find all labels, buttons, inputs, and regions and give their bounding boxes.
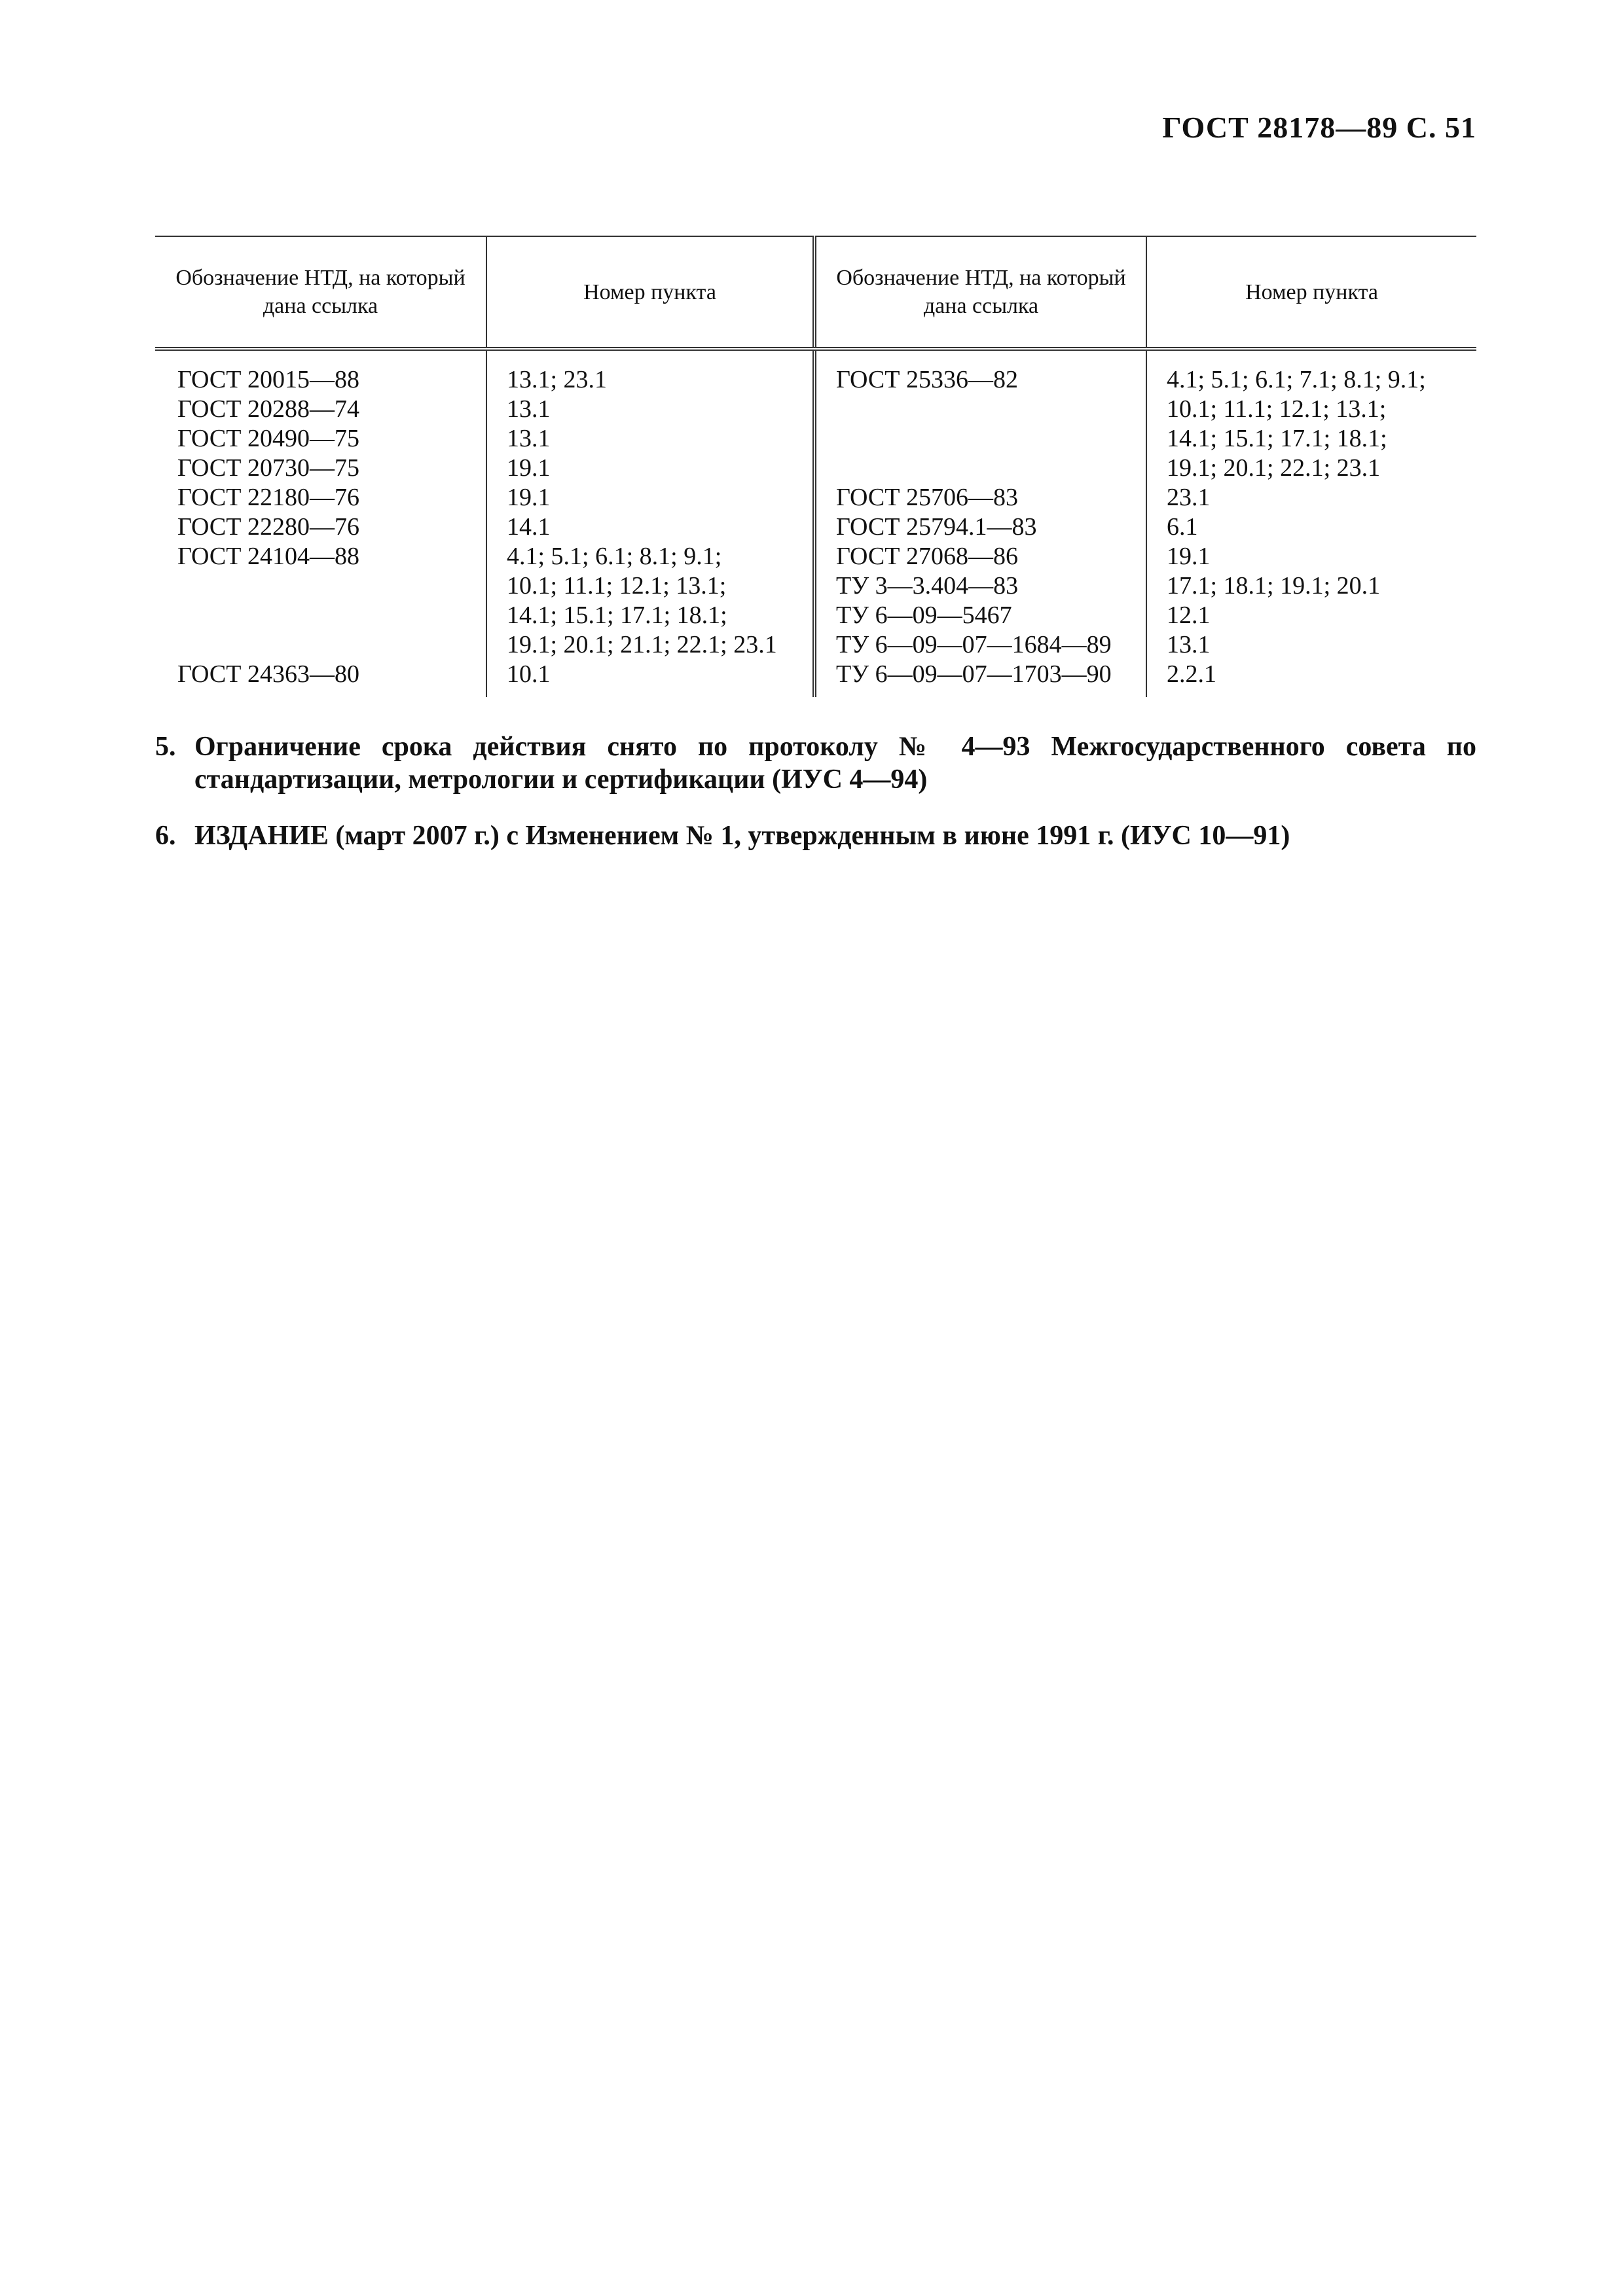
document-cell: ГОСТ 22180—76 — [177, 484, 359, 511]
note-number: 6. — [155, 821, 176, 851]
clause-cell: 10.1; 11.1; 12.1; 13.1; — [486, 571, 814, 601]
note-number: 5. — [155, 732, 176, 762]
column-header-document-designation: Обозначение НТД, на который дана ссылка — [155, 236, 486, 349]
document-cell: ГОСТ 20288—74 — [177, 395, 359, 423]
document-cell — [155, 571, 486, 601]
clause-cell: 13.1; 23.1 — [486, 349, 814, 395]
document-cell: ТУ 6—09—07—1703—90 — [814, 660, 1146, 697]
note-text: ИЗДАНИЕ (март 2007 г.) с Изменением № 1, утвержденным в июне 1991 г. (ИУС 10—91) — [194, 821, 1290, 851]
document-cell: ГОСТ 24363—80 — [177, 660, 359, 688]
document-cell: ГОСТ 20015—88 — [177, 366, 359, 393]
clause-cell: 19.1 — [1146, 542, 1476, 571]
column-header-clause-number: Номер пункта — [1146, 236, 1476, 349]
table-row — [155, 395, 1476, 424]
document-cell: ТУ 3—3.404—83 — [814, 571, 1146, 601]
document-cell — [814, 395, 1146, 424]
clause-cell: 19.1; 20.1; 21.1; 22.1; 23.1 — [486, 630, 814, 660]
document-cell: ГОСТ 24104—88 — [177, 543, 359, 570]
table-row — [155, 454, 1476, 483]
clause-cell: 14.1; 15.1; 17.1; 18.1; — [486, 601, 814, 630]
table-row — [155, 349, 1476, 395]
table-row — [155, 424, 1476, 454]
document-cell: ГОСТ 27068—86 — [814, 542, 1146, 571]
table-row — [155, 483, 1476, 512]
column-header-document-designation: Обозначение НТД, на который дана ссылка — [814, 236, 1146, 349]
clause-cell: 14.1 — [486, 512, 814, 542]
clause-cell: 6.1 — [1146, 512, 1476, 542]
clause-cell: 13.1 — [486, 395, 814, 424]
table-row — [155, 660, 1476, 697]
references-table — [155, 236, 1476, 697]
document-cell — [814, 454, 1146, 483]
table-header-row — [155, 236, 1476, 349]
column-header-clause-number: Номер пункта — [486, 236, 814, 349]
note-text: Ограничение срока действия снято по протоколу № 4—93 Межгосударственного совета по стандартизации, метрологии и сертификации (ИУС 4—94) — [194, 732, 1476, 795]
clause-cell: 2.2.1 — [1146, 660, 1476, 697]
clause-cell: 14.1; 15.1; 17.1; 18.1; — [1146, 424, 1476, 454]
document-cell: ГОСТ 22280—76 — [177, 513, 359, 541]
clause-cell: 12.1 — [1146, 601, 1476, 630]
document-cell: ГОСТ 20490—75 — [177, 425, 359, 452]
table-row — [155, 601, 1476, 630]
clause-cell: 19.1 — [486, 483, 814, 512]
note-item — [155, 730, 1476, 796]
table-row — [155, 512, 1476, 542]
clause-cell: 13.1 — [1146, 630, 1476, 660]
page-header: ГОСТ 28178—89 С. 51 — [1162, 111, 1476, 144]
document-cell: ГОСТ 25336—82 — [814, 349, 1146, 395]
clause-cell: 10.1 — [486, 660, 814, 697]
table-row — [155, 630, 1476, 660]
clause-cell: 4.1; 5.1; 6.1; 8.1; 9.1; — [486, 542, 814, 571]
document-cell: ГОСТ 25706—83 — [814, 483, 1146, 512]
clause-cell: 10.1; 11.1; 12.1; 13.1; — [1146, 395, 1476, 424]
document-cell — [155, 630, 486, 660]
clause-cell: 23.1 — [1146, 483, 1476, 512]
document-cell — [155, 601, 486, 630]
clause-cell: 4.1; 5.1; 6.1; 7.1; 8.1; 9.1; — [1146, 349, 1476, 395]
clause-cell: 19.1 — [486, 454, 814, 483]
table-row — [155, 571, 1476, 601]
clause-cell: 13.1 — [486, 424, 814, 454]
document-cell: ГОСТ 20730—75 — [177, 454, 359, 482]
table-row — [155, 542, 1476, 571]
document-cell: ГОСТ 25794.1—83 — [814, 512, 1146, 542]
clause-cell: 19.1; 20.1; 22.1; 23.1 — [1146, 454, 1476, 483]
note-item — [155, 819, 1476, 852]
clause-cell: 17.1; 18.1; 19.1; 20.1 — [1146, 571, 1476, 601]
document-cell — [814, 424, 1146, 454]
document-cell: ТУ 6—09—07—1684—89 — [814, 630, 1146, 660]
document-cell: ТУ 6—09—5467 — [814, 601, 1146, 630]
